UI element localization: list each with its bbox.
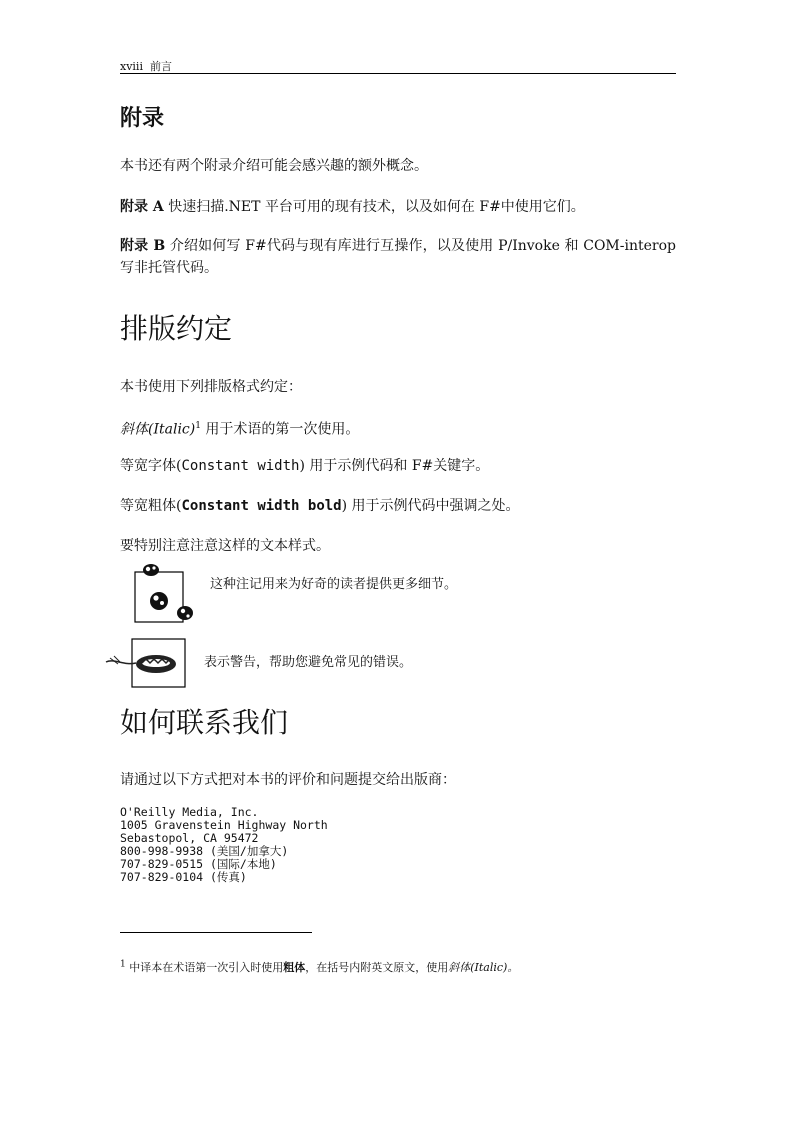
- address-line: 1005 Gravenstein Highway North: [120, 818, 328, 832]
- bold-mono-convention: [120, 495, 520, 517]
- footnote-italic: 斜体: [448, 961, 471, 974]
- appendix-a-text: 快速扫描.NET 平台可用的现有技术，以及如何在 F#中使用它们。: [163, 199, 585, 215]
- footnote-text-b: ，在括号内附英文原文，使用: [305, 961, 449, 974]
- tip-text: 这种注记用来为好奇的读者提供更多细节。: [210, 577, 458, 592]
- conventions-intro: 本书使用下列排版格式约定：: [120, 379, 302, 395]
- appendix-a-label: 附录 A: [120, 199, 164, 215]
- mono-label: 等宽字体(: [120, 458, 182, 474]
- conventions-heading: 排版约定: [120, 312, 233, 345]
- curious-animal-tip-icon: [128, 560, 198, 626]
- contact-intro: 请通过以下方式把对本书的评价和问题提交给出版商：: [120, 772, 456, 788]
- page-number: xviii: [120, 60, 143, 73]
- footnote-text-a: 中译本在术语第一次引入时使用: [125, 961, 284, 974]
- address-line: O'Reilly Media, Inc.: [120, 805, 259, 819]
- running-header: [120, 58, 172, 74]
- appendix-heading: 附录: [120, 106, 165, 131]
- footnote-text-c: (Italic)。: [470, 961, 519, 974]
- bold-mono-sample: Constant width bold: [181, 498, 342, 514]
- footnote-mark: 1: [120, 959, 126, 970]
- phone-line: 707-829-0515 (国际/本地): [120, 857, 277, 871]
- phone-line: 800-998-9938 (美国/加拿大): [120, 844, 289, 858]
- appendix-b-label: 附录 B: [120, 238, 166, 254]
- footnote-bold: 粗体: [283, 961, 306, 974]
- contact-heading: 如何联系我们: [120, 706, 289, 739]
- header-section: 前言: [149, 60, 172, 73]
- footnote: [120, 959, 518, 975]
- warning-text: 表示警告，帮助您避免常见的错误。: [204, 655, 413, 670]
- appendix-intro: 本书还有两个附录介绍可能会感兴趣的额外概念。: [120, 158, 428, 174]
- note-intro: 要特别注意注意这样的文本样式。: [120, 538, 330, 554]
- appendix-a-paragraph: [120, 196, 676, 218]
- mono-convention: [120, 455, 489, 477]
- header-rule: [120, 73, 676, 74]
- publisher-address-block: [120, 806, 328, 884]
- fax-line: 707-829-0104 (传真): [120, 870, 247, 884]
- address-line: Sebastopol, CA 95472: [120, 831, 259, 845]
- steel-trap-warning-icon: [104, 636, 188, 690]
- mono-desc: ) 用于示例代码和 F#关键字。: [299, 458, 490, 474]
- footnote-rule: [120, 932, 312, 933]
- italic-desc: 用于术语的第一次使用。: [200, 421, 360, 438]
- appendix-b-text: 介绍如何写 F#代码与现有库进行互操作，以及使用 P/Invoke 和 COM-interop 写非托管代码。: [120, 238, 676, 276]
- bold-mono-desc: ) 用于示例代码中强调之处。: [341, 498, 520, 514]
- appendix-b-paragraph: [120, 235, 676, 279]
- mono-sample: Constant width: [181, 458, 300, 474]
- footnote-ref: 1: [195, 421, 201, 431]
- italic-term: 斜体: [120, 421, 148, 438]
- italic-convention: [120, 415, 359, 441]
- bold-mono-label: 等宽粗体(: [120, 498, 182, 514]
- italic-term-en: (Italic): [148, 421, 196, 438]
